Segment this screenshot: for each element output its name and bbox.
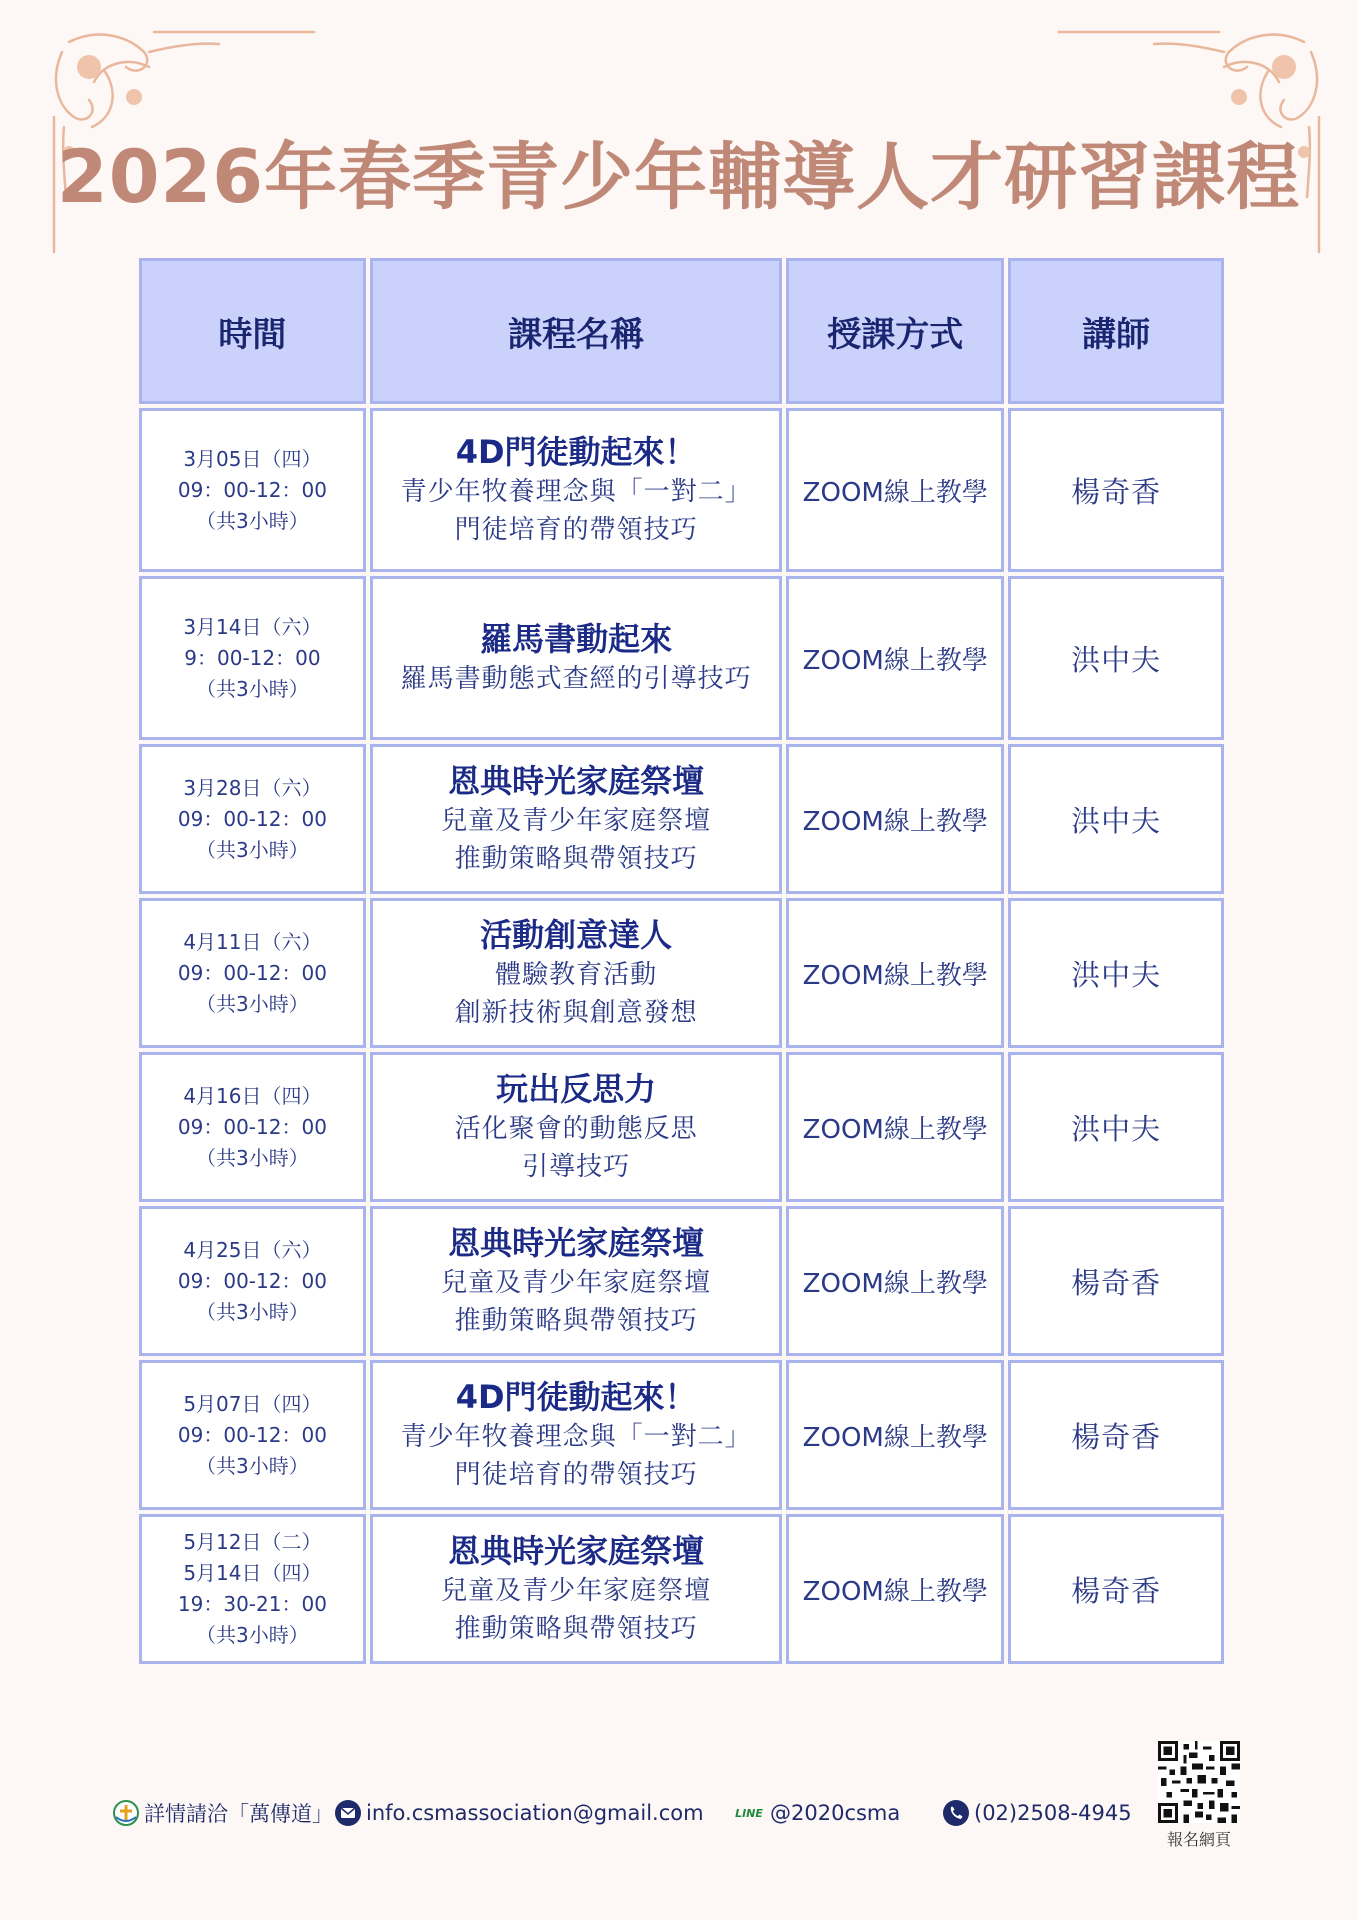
course-cell xyxy=(370,1514,783,1664)
time-line: 9：00-12：00 xyxy=(184,645,321,670)
qr-code-label: 報名網頁 xyxy=(1166,1830,1231,1849)
course-description-line: 門徒培育的帶領技巧 xyxy=(454,515,698,545)
table-row xyxy=(139,744,1224,894)
course-title: 玩出反思力 xyxy=(496,1070,657,1108)
course-title: 羅馬書動起來 xyxy=(480,620,673,658)
course-description-line: 活化聚會的動態反思 xyxy=(454,1114,698,1144)
course-description-line: 推動策略與帶領技巧 xyxy=(454,1614,698,1644)
course-title: 恩典時光家庭祭壇 xyxy=(448,762,705,800)
course-title: 恩典時光家庭祭壇 xyxy=(448,1224,705,1262)
table-body xyxy=(139,408,1224,1664)
time-line: 3月14日（六） xyxy=(183,614,322,639)
time-line: （共3小時） xyxy=(196,1453,309,1478)
time-line: 4月11日（六） xyxy=(183,929,322,954)
table-row xyxy=(139,1206,1224,1356)
course-cell xyxy=(370,744,783,894)
course-title: 4D門徒動起來！ xyxy=(455,1378,697,1416)
time-line: （共3小時） xyxy=(196,1623,309,1647)
method-cell: ZOOM線上教學 xyxy=(786,1052,1004,1202)
table-row xyxy=(139,1052,1224,1202)
line-app-icon: LINE xyxy=(735,1806,763,1820)
time-cell xyxy=(139,408,366,572)
course-cell xyxy=(370,1052,783,1202)
method-cell: ZOOM線上教學 xyxy=(786,1360,1004,1510)
course-cell xyxy=(370,408,783,572)
course-description-line: 青少年牧養理念與「一對二」 xyxy=(400,1422,752,1452)
phone-icon xyxy=(942,1799,970,1827)
time-cell xyxy=(139,1514,366,1664)
teacher-cell: 洪中夫 xyxy=(1008,898,1224,1048)
qr-code-icon[interactable] xyxy=(1158,1741,1240,1823)
time-line: 5月12日（二） xyxy=(183,1530,322,1554)
teacher-cell: 楊奇香 xyxy=(1008,1206,1224,1356)
table-row xyxy=(139,1360,1224,1510)
method-cell: ZOOM線上教學 xyxy=(786,744,1004,894)
course-description-line: 兒童及青少年家庭祭壇 xyxy=(441,1268,712,1298)
time-line: 4月16日（四） xyxy=(183,1083,322,1108)
phone-number[interactable]: (02)2508-4945 xyxy=(974,1801,1132,1825)
method-cell: ZOOM線上教學 xyxy=(786,898,1004,1048)
time-cell xyxy=(139,1052,366,1202)
course-cell xyxy=(370,1206,783,1356)
time-line: （共3小時） xyxy=(196,1145,309,1170)
time-cell xyxy=(139,1206,366,1356)
email-icon xyxy=(334,1799,362,1827)
table-row xyxy=(139,408,1224,572)
time-line: 09：00-12：00 xyxy=(177,960,327,985)
email-address[interactable]: info.csmassociation@gmail.com xyxy=(366,1801,704,1825)
time-line: （共3小時） xyxy=(196,991,309,1016)
course-cell xyxy=(370,576,783,740)
time-line: （共3小時） xyxy=(196,676,309,701)
course-description-line: 推動策略與帶領技巧 xyxy=(454,844,698,874)
time-cell xyxy=(139,576,366,740)
table-header-row xyxy=(139,258,1224,404)
time-line: 09：00-12：00 xyxy=(177,806,327,831)
course-description-line: 體驗教育活動 xyxy=(495,960,658,990)
method-cell: ZOOM線上教學 xyxy=(786,1514,1004,1664)
time-cell xyxy=(139,1360,366,1510)
time-line: 5月14日（四） xyxy=(183,1561,322,1585)
course-description-line: 羅馬書動態式查經的引導技巧 xyxy=(400,664,752,694)
time-line: 4月25日（六） xyxy=(183,1237,322,1262)
time-line: （共3小時） xyxy=(196,508,309,533)
course-description-line: 創新技術與創意發想 xyxy=(454,998,698,1028)
page-title: 2026年春季青少年輔導人才研習課程 xyxy=(56,135,1301,220)
course-description-line: 青少年牧養理念與「一對二」 xyxy=(400,477,752,507)
time-line: 19：30-21：00 xyxy=(177,1592,327,1616)
time-line: 5月07日（四） xyxy=(183,1391,322,1416)
table-row xyxy=(139,1514,1224,1664)
time-line: 09：00-12：00 xyxy=(177,1422,327,1447)
contact-person xyxy=(112,1795,333,1831)
time-line: （共3小時） xyxy=(196,1299,309,1324)
contact-label: 詳情請洽「萬傳道」 xyxy=(144,1802,333,1826)
teacher-cell: 楊奇香 xyxy=(1008,408,1224,572)
course-description-line: 門徒培育的帶領技巧 xyxy=(454,1460,698,1490)
time-line: 3月05日（四） xyxy=(183,446,322,471)
course-cell xyxy=(370,1360,783,1510)
time-line: （共3小時） xyxy=(196,837,309,862)
course-cell xyxy=(370,898,783,1048)
phone-contact[interactable] xyxy=(942,1795,1132,1831)
course-schedule-table xyxy=(135,254,1228,1668)
header-teacher: 講師 xyxy=(1008,258,1224,404)
course-title: 4D門徒動起來！ xyxy=(455,433,697,471)
time-line: 09：00-12：00 xyxy=(177,1268,327,1293)
course-description-line: 引導技巧 xyxy=(522,1152,631,1182)
course-title: 恩典時光家庭祭壇 xyxy=(448,1532,705,1570)
teacher-cell: 洪中夫 xyxy=(1008,1052,1224,1202)
course-title: 活動創意達人 xyxy=(480,916,673,954)
line-id[interactable]: @2020csma xyxy=(770,1801,901,1825)
teacher-cell: 洪中夫 xyxy=(1008,576,1224,740)
time-cell xyxy=(139,744,366,894)
church-cross-icon xyxy=(112,1799,140,1827)
time-line: 09：00-12：00 xyxy=(177,1114,327,1139)
teacher-cell: 楊奇香 xyxy=(1008,1360,1224,1510)
table-row xyxy=(139,898,1224,1048)
table-row xyxy=(139,576,1224,740)
header-course-name: 課程名稱 xyxy=(370,258,783,404)
email-contact[interactable] xyxy=(334,1795,704,1831)
course-description-line: 兒童及青少年家庭祭壇 xyxy=(441,1576,712,1606)
method-cell: ZOOM線上教學 xyxy=(786,576,1004,740)
method-cell: ZOOM線上教學 xyxy=(786,1206,1004,1356)
time-line: 09：00-12：00 xyxy=(177,477,327,502)
teacher-cell: 楊奇香 xyxy=(1008,1514,1224,1664)
teacher-cell: 洪中夫 xyxy=(1008,744,1224,894)
header-time: 時間 xyxy=(139,258,366,404)
course-description-line: 推動策略與帶領技巧 xyxy=(454,1306,698,1336)
footer-contact-bar xyxy=(112,1795,1142,1831)
time-line: 3月28日（六） xyxy=(183,775,322,800)
course-description-line: 兒童及青少年家庭祭壇 xyxy=(441,806,712,836)
time-cell xyxy=(139,898,366,1048)
header-method: 授課方式 xyxy=(786,258,1004,404)
line-contact[interactable] xyxy=(732,1795,900,1831)
method-cell: ZOOM線上教學 xyxy=(786,408,1004,572)
